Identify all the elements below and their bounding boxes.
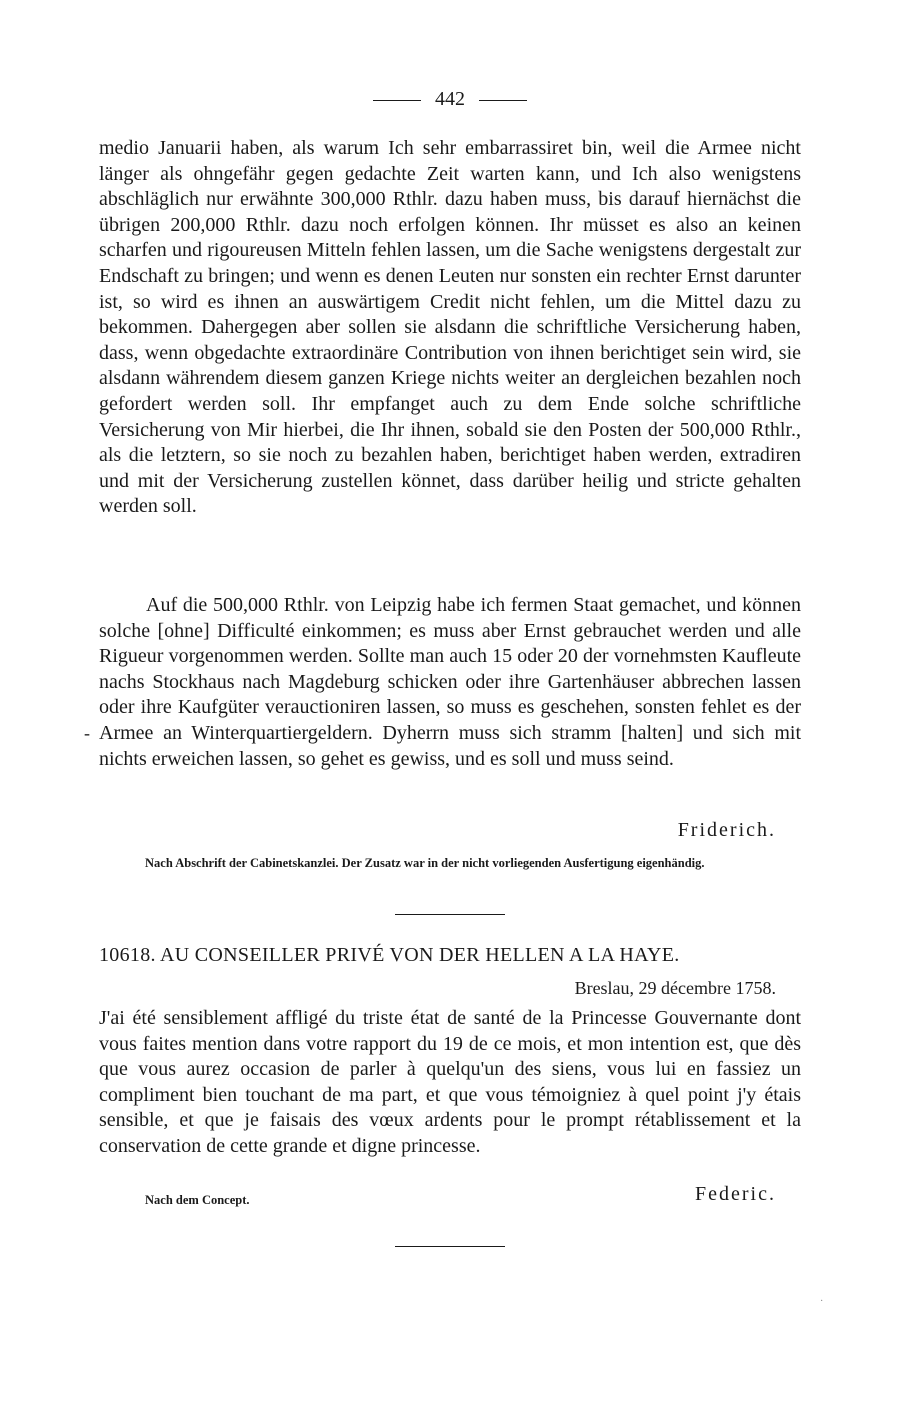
letter2-source-note: Nach dem Concept.	[145, 1193, 250, 1207]
header-rule-left	[373, 100, 421, 101]
letter1-paragraph-1: medio Januarii haben, als warum Ich sehr embarrassiret bin, weil die Armee nicht länger als ohngefähr gegen gedachte Zeit warten kann, und Ich also wenigstens abschläglich nur erwähnte 300,000 Rthlr. dazu haben muss, bis darauf hiernächst die übrigen 200,000 Rthlr. dazu noch erfolgen können. Ihr müsset es also an keinen scharfen und rigoureusen Mitteln fehlen lassen, um die Sache wenigstens dergestalt zur Endschaft zu bringen; und wenn es denen Leuten nur sonsten ein rechter Ernst darunter ist, so wird es ihnen an auswärtigem Credit nicht fehlen, um die Mittel dazu zu bekommen. Dahergegen aber sollen sie alsdann die schriftliche Versicherung haben, dass, wenn obgedachte extraordinäre Contribution von ihnen berichtiget sein wird, sie alsdann währendem diesem ganzen Kriege nichts weiter an dergleichen bezahlen noch gefordert werden soll. Ihr empfanget auch zu dem Ende solche schriftliche Versicherung von Mir hierbei, die Ihr ihnen, sobald sie den Posten der 500,000 Rthlr., als die letztern, so sie noch zu bezahlen haben, berichtiget haben werden, extradiren und mit der Versicherung zustellen könnet, dass darüber heilig und stricte gehalten werden soll.	[99, 137, 801, 518]
letter2-paragraph: J'ai été sensiblement affligé du triste état de santé de la Princesse Gouvernante dont vous faites mention dans votre rapport du 19 de ce mois, et mon intention est, que dès que vous aurez occasion de parler à quelqu'un des siens, vous lui en fassiez un compliment bien touchant de ma part, et que vous témoigniez à quel point j'y étais sensible, et que je faisais des vœux ardents pour le prompt rétablissement et la conservation de cette grande et digne princesse.	[99, 1007, 801, 1157]
margin-dot: ·	[820, 1296, 824, 1307]
header-rule-right	[479, 100, 527, 101]
margin-mark: -	[84, 723, 90, 743]
page-header	[0, 88, 900, 111]
letter2-signature: Federic.	[695, 1183, 776, 1205]
letter1-source-note: Nach Abschrift der Cabinetskanzlei. Der Zusatz war in der nicht vorliegenden Ausfertigung eigenhändig.	[145, 856, 705, 870]
letter2-dateline: Breslau, 29 décembre 1758.	[574, 978, 776, 998]
section-separator	[395, 914, 505, 915]
page-number: 442	[435, 88, 465, 110]
end-separator	[395, 1246, 505, 1247]
letter1-paragraph-2: Auf die 500,000 Rthlr. von Leipzig habe ich fermen Staat gemachet, und können solche [ohne] Difficulté einkommen; es muss aber Ernst gebrauchet werden und alle Rigueur vorgenommen werden. Sollte man auch 15 oder 20 der vornehmsten Kaufleute nachs Stockhaus nach Magdeburg schicken oder ihre Gartenhäuser abbrechen lassen oder ihre Kaufgüter verauctioniren lassen, so muss es geschehen, sonsten fehlet es der Armee an Winterquartiergeldern. Dyherrn muss sich stramm [halten] und sich mit nichts erweichen lassen, so gehet es gewiss, und es soll und muss seind.	[99, 594, 801, 770]
letter1-signature: Friderich.	[677, 819, 776, 841]
letter2-title: 10618. AU CONSEILLER PRIVÉ VON DER HELLEN A LA HAYE.	[99, 944, 680, 966]
